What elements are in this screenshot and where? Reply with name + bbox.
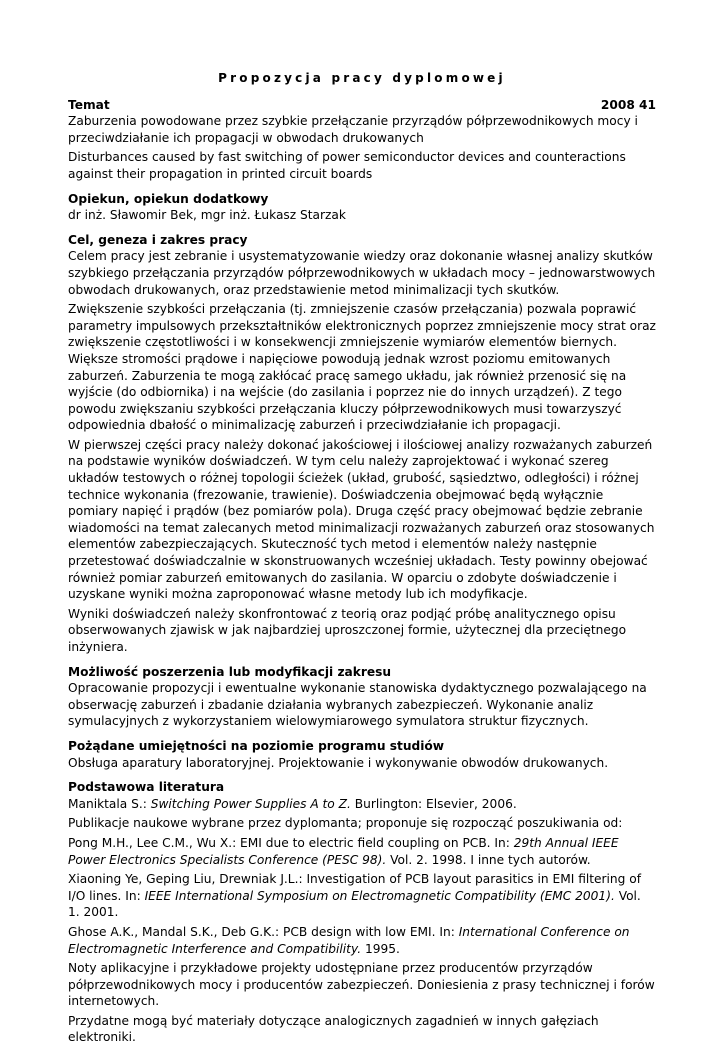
literature-item	[68, 924, 656, 957]
topic-header	[68, 97, 656, 114]
ref-text: Xiaoning Ye, Geping Liu, Drewniak J.L.: Investigation of PCB layout parasitics in EMI filtering of I/O lines. In:	[68, 872, 642, 903]
literature-analog: Przydatne mogą być materiały dotyczące analogicznych zagadnień w innych gałęziach elektroniki.	[68, 1013, 599, 1045]
literature-item	[68, 796, 656, 813]
literature-notes: Noty aplikacyjne i przykładowe projekty udostępniane przez producentów przyrządów półprzewodnikowych mocy i producentów zabezpieczeń. Doniesienia z prasy technicznej i forów internetowych.	[68, 961, 655, 1009]
skills-text: Obsługa aparatury laboratoryjnej. Projektowanie i wykonywanie obwodów drukowanych.	[68, 755, 609, 770]
ref-text: Vol. 1. 2001.	[68, 888, 641, 920]
goal-heading: Cel, geneza i zakres pracy	[68, 232, 248, 247]
ref-text: 1995.	[361, 941, 400, 956]
goal-paragraph: Wyniki doświadczeń należy skonfrontować z teorią oraz podjąć próbę analitycznego opisu obserwowanych zjawisk w jak najbardziej uproszczonej formie, użytecznej dla przeciętnego inżyniera.	[68, 606, 627, 654]
skills-heading: Pożądane umiejętności na poziomie programu studiów	[68, 738, 445, 753]
document-title: Propozycja pracy dyplomowej	[218, 71, 506, 85]
ref-text: Pong M.H., Lee C.M., Wu X.: EMI due to electric field coupling on PCB. In:	[68, 835, 514, 850]
extension-heading: Możliwość poszerzenia lub modyfikacji zakresu	[68, 664, 392, 679]
ref-text: Burlington: Elsevier, 2006.	[350, 796, 517, 811]
ref-title: Switching Power Supplies A to Z.	[150, 796, 351, 811]
ref-text: Ghose A.K., Mandal S.K., Deb G.K.: PCB design with low EMI. In:	[68, 924, 459, 939]
topic-code: 2008 41	[600, 97, 656, 112]
ref-title: 29th Annual IEEE Power Electronics Specialists Conference (PESC 98).	[68, 835, 619, 867]
extension-text: Opracowanie propozycji i ewentualne wykonanie stanowiska dydaktycznego pozwalającego na obserwację zaburzeń i zbadanie działania wybranych zabezpieczeń. Wykonanie analiz symulacyjnych z wykorzystaniem wielowymiarowego symulatora struktur fizycznych.	[68, 681, 647, 729]
goal-paragraph: W pierwszej części pracy należy dokonać jakościowej i ilościowej analizy rozważanych zaburzeń na podstawie wyników doświadczeń. W tym celu należy zaprojektować i wykonać szereg układów testowych o różnej topologii ścieżek (układ, grubość, sąsiedztwo, odległości) i różnej technice wykonania (frezowanie, trawienie). Doświadczenia obejmować będą wyłącznie pomiary napięć i prądów (bez pomiarów pola). Druga część pracy obejmować będzie zebranie wiadomości na temat zalecanych metod minimalizacji rozważanych zaburzeń oraz stosowanych elementów zabezpieczających. Skuteczność tych metod i elementów należy następnie przetestować doświadczalnie w skonstruowanych wcześniej układach. Testy powinny obejować również pomiar zaburzeń emitowanych do zasilania. W oparciu o zdobyte doświadczenie i uzyskane wyniki można zaproponować własne metody lub ich modyfikacje.	[68, 437, 655, 602]
goal-paragraph: Zwiększenie szybkości przełączania (tj. zmniejszenie czasów przełączania) pozwala poprawić parametry impulsowych przekształtników elektronicznych poprzez zmniejszenie mocy strat oraz zwiększenie częstotliwości i w konsekwencji zmniejszenie wymiarów elementów biernych. Większe stromości prądowe i napięciowe powodują jednak wzrost poziomu emitowanych zaburzeń. Zaburzenia te mogą zakłócać pracę samego układu, jak również przenosić się na wyjście (do odbiornika) i na wejście (do zasilania i poprzez nie do innych urządzeń). Z tego powodu zwiększaniu szybkości przełączania kluczy półprzewodnikowych musi towarzyszyć odpowiednia dbałość o minimalizację zaburzeń i przeciwdziałanie ich propagacji.	[68, 302, 656, 433]
literature-heading: Podstawowa literatura	[68, 780, 225, 795]
ref-text: Maniktala S.:	[68, 796, 151, 811]
literature-intro: Publikacje naukowe wybrane przez dyplomanta; proponuje się rozpocząć poszukiwania od:	[68, 816, 623, 831]
literature-item	[68, 871, 656, 921]
ref-text: Vol. 2. 1998. I inne tych autorów.	[386, 852, 591, 867]
ref-title: IEEE International Symposium on Electromagnetic Compatibility (EMC 2001).	[144, 888, 615, 903]
supervisor-heading: Opiekun, opiekun dodatkowy	[68, 191, 269, 206]
topic-english: Disturbances caused by fast switching of power semiconductor devices and counteractions against their propagation in printed circuit boards	[68, 150, 626, 181]
topic-heading: Temat	[68, 97, 110, 112]
literature-item	[68, 835, 656, 868]
goal-paragraph: Celem pracy jest zebranie i usystematyzowanie wiedzy oraz dokonanie własnej analizy skutków szybkiego przełączania przyrządów półprzewodnikowych w układach mocy – jednowarstwowych obwodach drukowanych, oraz przedstawienie metod minimalizacji tych skutków.	[68, 249, 656, 297]
supervisor-names: dr inż. Sławomir Bek, mgr inż. Łukasz Starzak	[68, 208, 346, 223]
topic-polish: Zaburzenia powodowane przez szybkie przełączanie przyrządów półprzewodnikowych mocy i przeciwdziałanie ich propagacji w obwodach drukowanych	[68, 114, 638, 145]
ref-title: International Conference on Electromagnetic Interference and Compatibility.	[68, 924, 630, 956]
